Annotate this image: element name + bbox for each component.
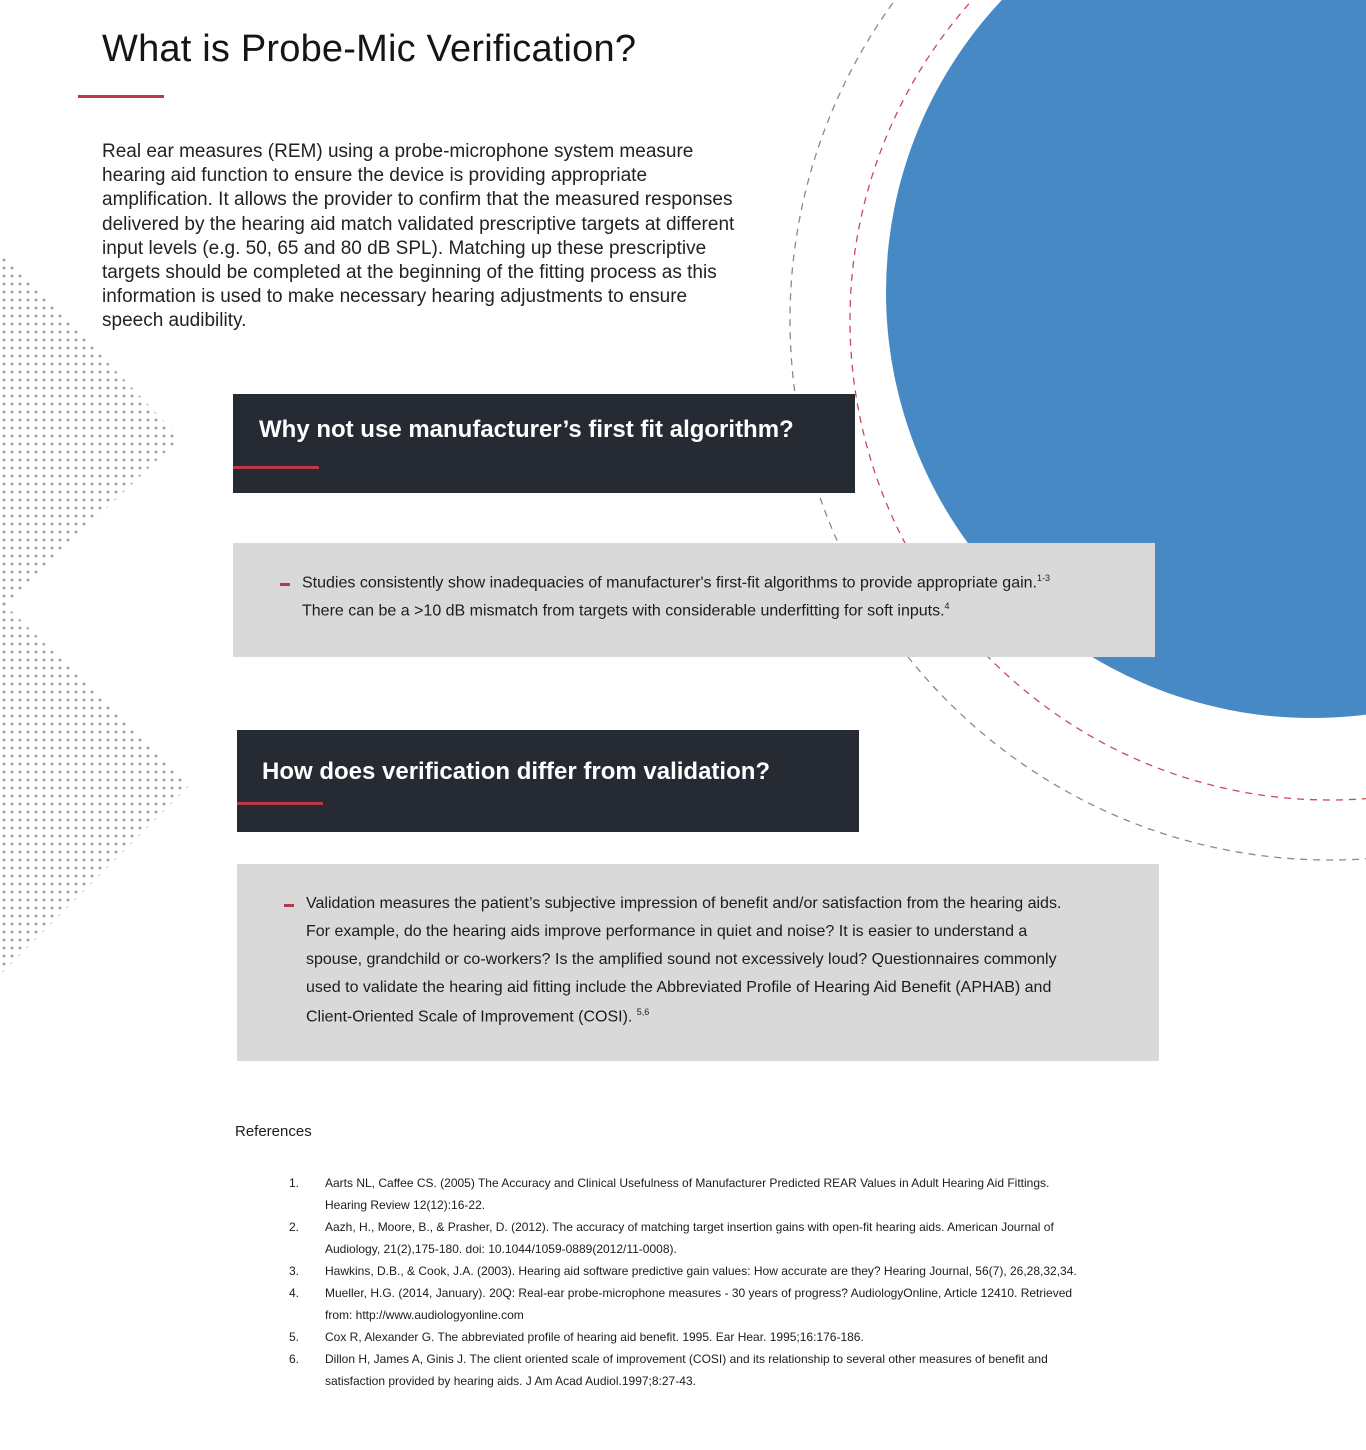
reference-text: satisfaction provided by hearing aids. J Am Acad Audiol.1997;8:27-43. [325,1374,696,1388]
reference-item [289,1282,1159,1326]
reference-text: Cox R, Alexander G. The abbreviated profile of hearing aid benefit. 1995. Ear Hear. 1995;16:176-186. [325,1330,864,1344]
reference-item [289,1326,1159,1348]
citation-sup: 1-3 [1036,573,1050,583]
reference-text: Aarts NL, Caffee CS. (2005) The Accuracy and Clinical Usefulness of Manufacturer Predicted REAR Values in Adult Hearing Aid Fittings. [325,1176,1050,1190]
reference-item [289,1348,1159,1392]
section2-text-line: spouse, grandchild or co-workers? Is the amplified sound not excessively loud? Questionnaires commonly [306,951,1057,968]
reference-text: Hawkins, D.B., & Cook, J.A. (2003). Hearing aid software predictive gain values: How accurate are they? Hearing Journal, 56(7), 26,28,32,34. [325,1264,1077,1278]
reference-number: 5. [289,1330,300,1344]
section2-text-line: Client-Oriented Scale of Improvement (COSI). $^{5,6}$ [306,1007,650,1026]
section1-heading: Why not use manufacturer’s first fit algorithm? [259,416,794,443]
bullet-dash [284,904,294,907]
reference-item [289,1260,1159,1282]
intro-paragraph: Real ear measures (REM) using a probe-microphone system measure hearing aid function to ensure the device is providing appropriate amplification. It allows the provider to confirm that the measured responses delivered by the hearing aid match validated prescriptive targets at different input levels (e.g. 50, 65 and 80 dB SPL). Matching up these prescriptive targets should be completed at the beginning of the fitting process as this information is used to make necessary hearing adjustments to ensure speech audibility. [102,141,735,332]
reference-item [289,1216,1159,1260]
citation-sup: 5,6 [636,1007,650,1017]
reference-number: 4. [289,1286,300,1300]
section2-heading: How does verification differ from validation? [262,758,771,785]
section1-heading-underline [233,466,319,469]
section2-content-box [237,864,1159,1061]
section2-text-line: used to validate the hearing aid fitting include the Abbreviated Profile of Hearing Aid Benefit (APHAB) and [306,979,1052,996]
reference-text: Hearing Review 12(12):16-22. [325,1198,486,1212]
reference-item [289,1172,1159,1216]
section2-heading-underline [237,802,323,805]
reference-number: 1. [289,1176,300,1190]
section1-text-line2: There can be a >10 dB mismatch from targets with considerable underfitting for soft inputs.$^4$ [302,601,950,620]
citation-sup: 4 [944,601,950,611]
dot-pattern-lower [0,600,190,975]
section1-text-line1: Studies consistently show inadequacies of manufacturer's first-fit algorithms to provide appropriate gain.$^{1-3}$ [302,573,1050,592]
reference-text: Audiology, 21(2),175-180. doi: 10.1044/1059-0889(2012/11-0008). [325,1242,677,1256]
section1-content-box [233,543,1155,657]
reference-number: 6. [289,1352,300,1366]
reference-number: 3. [289,1264,300,1278]
reference-text: Dillon H, James A, Ginis J. The client oriented scale of improvement (COSI) and its relationship to several other measures of benefit and [325,1352,1048,1366]
section2-text-line: Validation measures the patient’s subjective impression of benefit and/or satisfaction from the hearing aids. [306,895,1062,912]
reference-text: Mueller, H.G. (2014, January). 20Q: Real-ear probe-microphone measures - 30 years of progress? AudiologyOnline, Article 12410. Retrieved [325,1286,1073,1300]
reference-number: 2. [289,1220,300,1234]
references-heading: References [235,1123,312,1140]
reference-text: Aazh, H., Moore, B., & Prasher, D. (2012). The accuracy of matching target insertion gains with open-fit hearing aids. American Journal of [325,1220,1054,1234]
page-title: What is Probe-Mic Verification? [102,28,637,70]
section2-text-line: For example, do the hearing aids improve performance in quiet and noise? It is easier to understand a [306,923,1028,940]
reference-link-text: from: http://www.audiologyonline.com [325,1308,524,1322]
title-underline [78,95,164,98]
section2-heading-box [237,730,859,832]
section1-heading-box [233,394,855,493]
references-list [289,1172,1159,1392]
bullet-dash [280,583,290,586]
